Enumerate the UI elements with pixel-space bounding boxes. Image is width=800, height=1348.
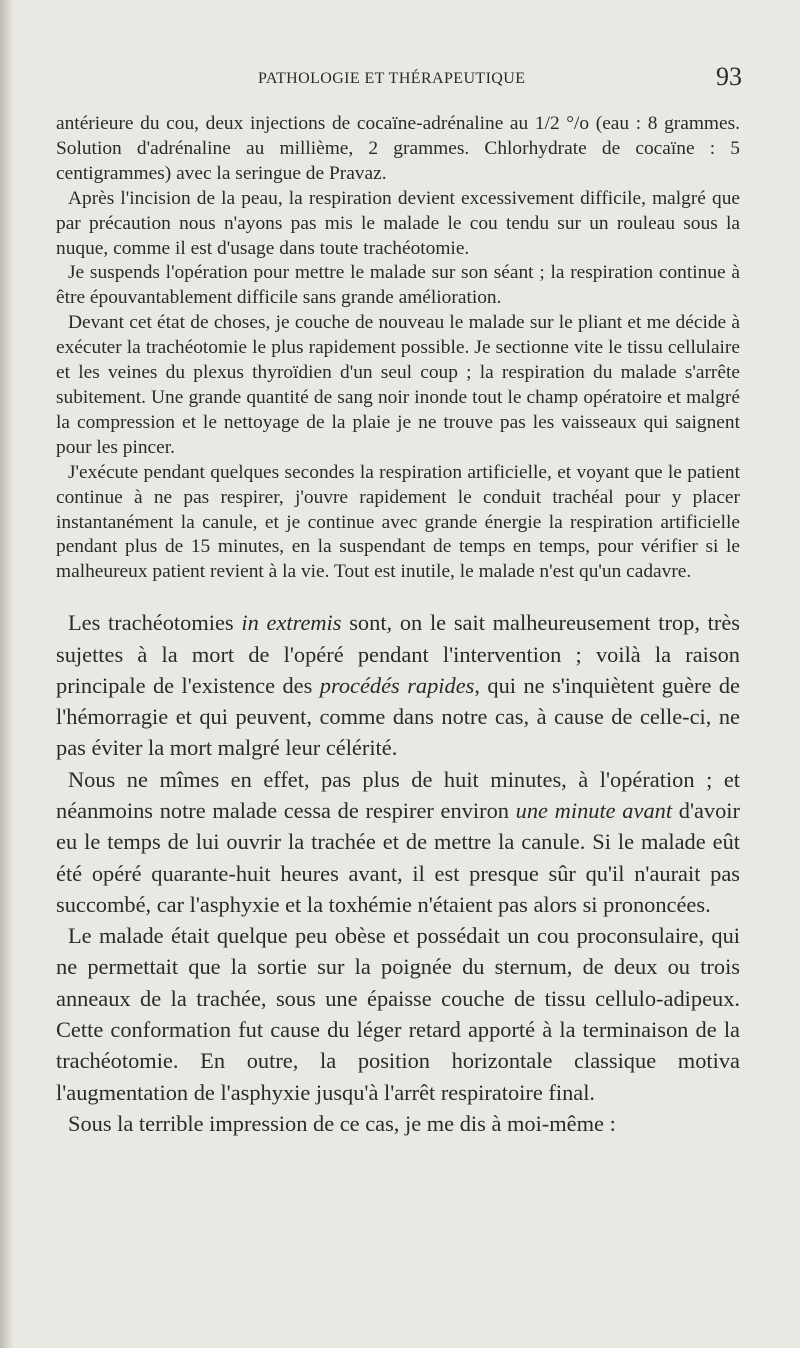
case-report-small-print — [56, 112, 740, 585]
paragraph-suspend: Je suspends l'opération pour mettre le malade sur son séant ; la respiration continue à être épouvantablement difficile sans grande amélioration. — [56, 262, 740, 309]
paragraph-in-extremis — [56, 607, 740, 763]
paragraph-injection: antérieure du cou, deux injections de cocaïne-adrénaline au 1/2 °/o (eau : 8 grammes. Solution d'adrénaline au millième, 2 grammes. Chlorhydrate de cocaïne : 5 centigrammes) avec la seringue de Pravaz. — [56, 113, 740, 184]
paragraph-final: Sous la terrible impression de ce cas, je me dis à moi-même : — [68, 1110, 616, 1136]
paragraph-incision: Après l'incision de la peau, la respiration devient excessivement difficile, malgré que par précaution nous n'ayons pas mis le malade le cou tendu sur un rouleau sous la nuque, comme il est d'usage dans toute trachéotomie. — [56, 187, 740, 259]
page-body — [56, 112, 740, 1139]
page-header — [258, 62, 742, 96]
paragraph-obese-patient: Le malade était quelque peu obèse et possédait un cou proconsulaire, qui ne permettait que la sortie sur la poignée du sternum, de deux ou trois anneaux de la trachée, sous une épaisse couche de tissu cellulo-adipeux. Cette conformation fut cause du léger retard apporté à la terminaison de la trachéotomie. En outre, la position horizontale classique motiva l'augmentation de l'asphyxie jusqu'à l'arrêt respiratoire final. — [56, 923, 740, 1105]
running-title: PATHOLOGIE ET THÉRAPEUTIQUE — [258, 70, 526, 87]
page-binding-edge — [0, 0, 14, 1348]
italic-procedes-rapides: procédés rapides — [319, 672, 475, 698]
text-run: Nous ne mîmes en effet, pas plus de huit minutes, à l'opération ; et néanmoins notre malade cessa de respirer environ — [56, 766, 740, 823]
text-run: d'avoir eu le temps de lui ouvrir la trachée et de mettre la canule. Si le malade eût été opéré quarante-huit heures avant, il est presque sûr qu'il n'aurait pas succombé, car l'asphyxie et la toxhémie n'étaient pas alors si prononcées. — [56, 798, 740, 917]
text-run: Les trachéotomies — [68, 610, 242, 636]
italic-une-minute-avant: une minute avant — [515, 798, 673, 823]
discussion-text — [56, 607, 740, 1139]
italic-in-extremis: in extremis — [241, 610, 342, 636]
text-run: sont, on le sait malheureusement trop, très sujettes à la mort de l'opéré pendant l'intervention ; voilà la raison principale de l'existence des — [56, 610, 740, 698]
page-number: 93 — [716, 62, 742, 91]
text-run: , qui ne s'inquiètent guère de l'hémorragie et qui peuvent, comme dans notre cas, à cause de celle-ci, ne pas éviter la mort malgré leur célérité. — [56, 672, 740, 761]
paragraph-artificial-respiration: J'exécute pendant quelques secondes la respiration artificielle, et voyant que le patient continue à ne pas respirer, j'ouvre rapidement le conduit trachéal pour y placer instantanément la canule, et je continue avec grande énergie la respiration artificielle pendant plus de 15 minutes, en la suspendant de temps en temps, pour vérifier si le malheureux patient revient à la vie. Tout est inutile, le malade n'est qu'un cadavre. — [56, 461, 740, 583]
paragraph-tracheotomy: Devant cet état de choses, je couche de nouveau le malade sur le pliant et me décide à exécuter la trachéotomie le plus rapidement possible. Je sectionne vite le tissu cellulaire et les veines du plexus thyroïdien d'un seul coup ; la respiration du malade s'arrête subitement. Une grande quantité de sang noir inonde tout le champ opératoire et malgré la compression et le nettoyage de la plaie je ne trouve pas les vaisseaux qui saignent pour les pincer. — [56, 312, 740, 458]
paragraph-eight-minutes — [56, 764, 740, 920]
